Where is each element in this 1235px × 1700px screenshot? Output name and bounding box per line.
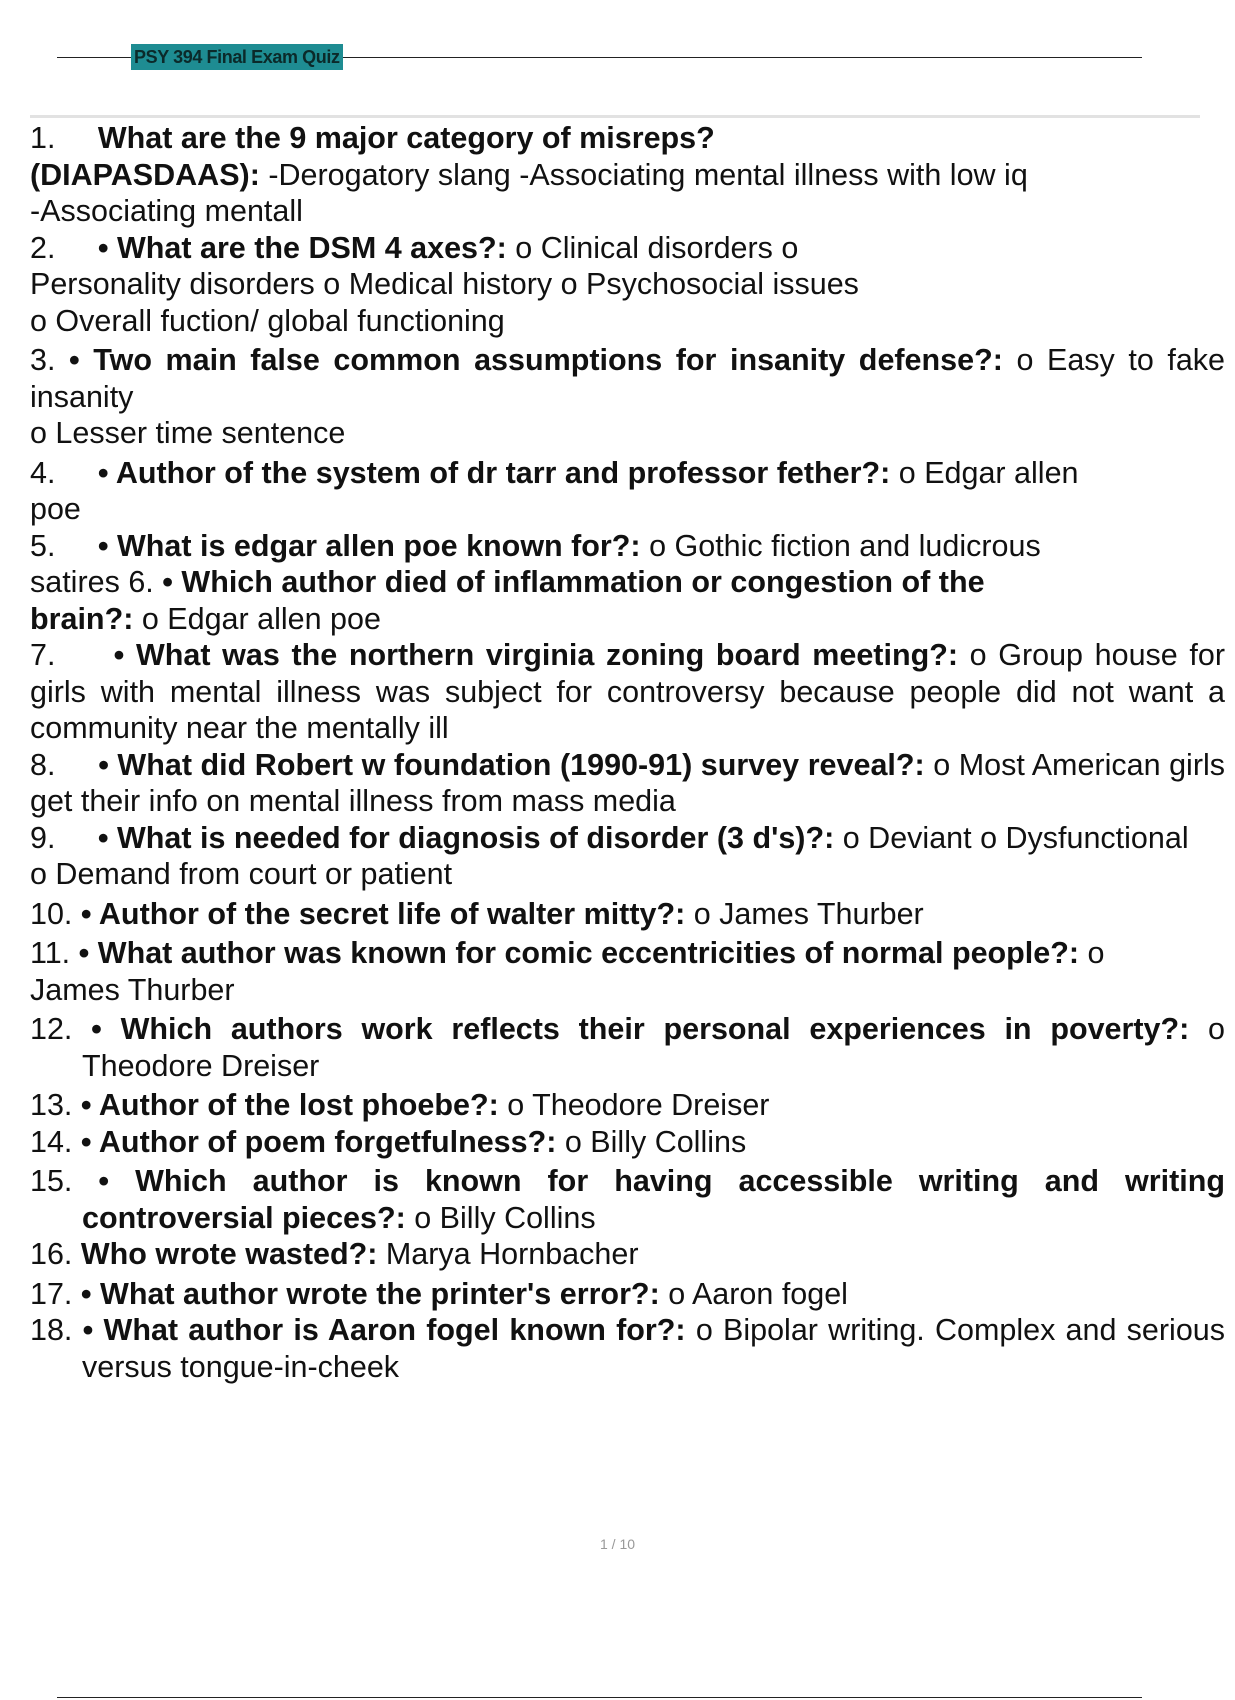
answer-text: o Easy to fake insanity: [30, 343, 1226, 414]
document-title: PSY 394 Final Exam Quiz: [131, 44, 343, 70]
question-number: 17.: [30, 1276, 73, 1311]
question-16: [30, 1236, 1225, 1273]
answer-text: o Edgar allen poe: [30, 455, 1079, 526]
answer-text: o Group house for girls with mental illness was subject for controversy because people did not want a community near the mentally ill: [30, 638, 1226, 745]
question-number: 10.: [30, 896, 73, 931]
answer-text: o Overall fuction/ global functioning: [30, 303, 505, 338]
question-number: 11.: [30, 936, 71, 970]
question-5: [30, 528, 1070, 638]
question-3: [30, 342, 1225, 452]
question-number: 5.: [30, 528, 56, 563]
question-number: 18.: [30, 1313, 73, 1347]
answer-text: o Billy Collins: [405, 1200, 596, 1235]
question-number: 8.: [30, 747, 56, 782]
question-text: What are the 9 major category of misreps?: [97, 121, 715, 155]
question-text: • Author of poem forgetfulness?:: [80, 1124, 557, 1159]
question-number: 7.: [30, 638, 56, 672]
question-text: • What did Robert w foundation (1990-91) survey reveal?:: [98, 747, 925, 782]
question-1: [30, 120, 1225, 230]
answer-text: o Demand from court or patient: [30, 857, 453, 891]
answer-text: o James Thurber: [30, 936, 1105, 1007]
question-text: • Which author died of inflammation or congestion of the brain?:: [30, 565, 985, 636]
question-number: 6.: [128, 565, 154, 599]
question-9: [30, 820, 1225, 893]
answer-text: o Deviant o Dysfunctional: [834, 820, 1189, 855]
answer-text: o James Thurber: [685, 896, 924, 931]
question-2: [30, 230, 890, 340]
answer-text: o Most American girls get their info on mental illness from mass media: [30, 747, 1226, 818]
question-text: • What author was known for comic eccentricities of normal people?:: [78, 936, 1080, 970]
answer-text: o Billy Collins: [556, 1124, 747, 1159]
answer-text: o Theodore Dreiser: [498, 1088, 770, 1122]
question-11: [30, 935, 1170, 1008]
question-7: [30, 637, 1225, 747]
question-text: Who wrote wasted?:: [80, 1237, 378, 1271]
question-number: 9.: [30, 820, 56, 855]
question-15: [30, 1163, 1225, 1236]
question-number: 3.: [30, 343, 56, 377]
question-12: [30, 1011, 1225, 1084]
question-text: • What was the northern virginia zoning board meeting?:: [113, 638, 958, 672]
separator-rule: [30, 115, 1200, 118]
question-14: [30, 1124, 1225, 1161]
question-text: • What author is Aaron fogel known for?:: [82, 1313, 686, 1347]
question-number: 4.: [30, 455, 56, 490]
answer-text: o Gothic fiction and ludicrous satires: [30, 528, 1041, 599]
question-text: • What is needed for diagnosis of disorder (3 d's)?:: [97, 820, 835, 855]
question-10: [30, 896, 1225, 933]
answer-text: o Aaron fogel: [659, 1276, 848, 1311]
question-list: [30, 120, 1225, 1385]
question-number: 16.: [30, 1237, 73, 1271]
answer-text: -Derogatory slang -Associating mental illness with low iq: [259, 157, 1028, 192]
answer-text: o Edgar allen poe: [133, 601, 381, 636]
question-text: • Which author is known for having accessible writing and writing controversial pieces?:: [82, 1164, 1225, 1235]
question-text: • What are the DSM 4 axes?:: [97, 230, 507, 265]
question-8: [30, 747, 1225, 820]
page-number: 1 / 10: [599, 1536, 636, 1552]
question-4: [30, 455, 1110, 528]
question-18: [30, 1312, 1225, 1385]
answer-text: o Bipolar writing. Complex and serious versus tongue-in-cheek: [82, 1313, 1225, 1384]
question-text: • Author of the system of dr tarr and professor fether?:: [97, 455, 891, 490]
question-text: • Which authors work reflects their personal experiences in poverty?:: [91, 1012, 1190, 1046]
question-text: • Two main false common assumptions for insanity defense?:: [69, 343, 1003, 377]
footer-rule: [57, 1697, 1142, 1698]
question-number: 15.: [30, 1164, 73, 1198]
question-text: • What author wrote the printer's error?:: [80, 1276, 660, 1311]
question-text: • Author of the secret life of walter mitty?:: [80, 896, 686, 931]
question-text: • What is edgar allen poe known for?:: [97, 528, 641, 563]
question-number: 12.: [30, 1012, 73, 1046]
question-17: [30, 1276, 1225, 1313]
question-text: (DIAPASDAAS):: [30, 157, 260, 192]
question-number: 13.: [30, 1088, 73, 1122]
question-number: 14.: [30, 1124, 73, 1159]
question-13: [30, 1087, 1225, 1124]
answer-text: o Theodore Dreiser: [82, 1012, 1226, 1083]
question-number: 2.: [30, 230, 56, 265]
question-number: 1.: [30, 121, 56, 155]
answer-text: -Associating mentall: [30, 194, 303, 228]
answer-text: o Clinical disorders o Personality disorders o Medical history o Psychosocial issues: [30, 230, 859, 301]
answer-text: Marya Hornbacher: [377, 1237, 639, 1271]
answer-text: o Lesser time sentence: [30, 416, 346, 450]
question-text: • Author of the lost phoebe?:: [80, 1088, 499, 1122]
